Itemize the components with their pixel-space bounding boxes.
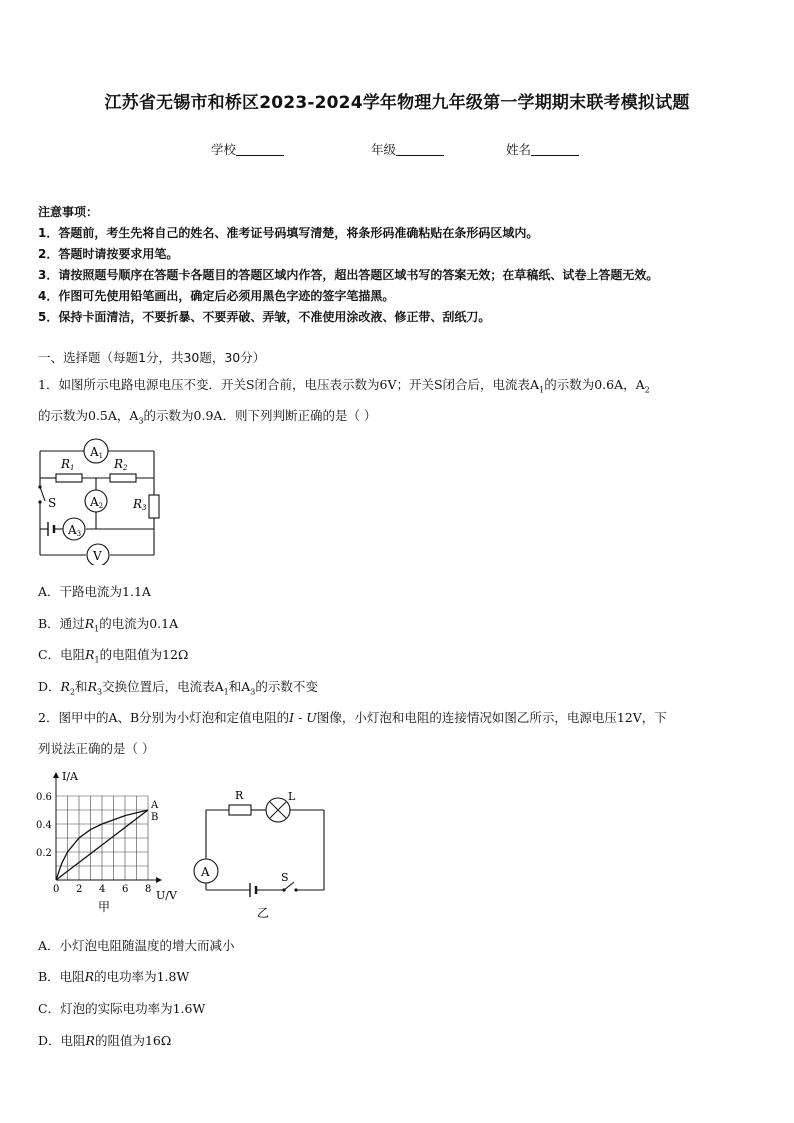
q2-option-b[interactable]: B．电阻R的电功率为1.8W [38, 969, 190, 984]
notice-item: 2．答题时请按要求用笔。 [38, 247, 179, 261]
q1-circuit-diagram [34, 435, 164, 565]
grade-label: 年级 [371, 142, 397, 157]
school-blank[interactable] [236, 143, 284, 156]
y-axis-arrow [53, 772, 59, 778]
switch-label: S [48, 496, 57, 510]
series-A-label: A [151, 800, 159, 811]
notice-item: 5．保持卡面清洁，不要折暴、不要弄破、弄皱，不准使用涂改液、修正带、刮纸刀。 [38, 310, 491, 324]
y-tick-label: 0.2 [36, 848, 52, 859]
lamp-icon [266, 798, 290, 822]
series-B-label: B [151, 812, 159, 823]
chart-xlabel: U/V [156, 889, 177, 902]
r3-resistor [149, 495, 159, 518]
svg-text:A2: A2 [90, 495, 104, 510]
r2-resistor [110, 474, 136, 482]
name-field[interactable] [506, 140, 579, 158]
q1-option-d[interactable]: D．$R_2$和$R_3$交换位置后，电流表$A_1$和$A_3$的示数不变 [38, 679, 318, 697]
section-title: 一、选择题（每题1分，共30题，30分） [38, 350, 266, 365]
notice-item: 4．作图可先使用铅笔画出，确定后必须用黑色字迹的签字笔描黑。 [38, 289, 395, 303]
q1-stem-line2: 的示数为0.5A，$A_3$的示数为0.9A．则下列判断正确的是（ ） [38, 408, 377, 426]
chart-ylabel: I/A [62, 770, 78, 783]
resistor-r [229, 805, 251, 815]
x-axis-arrow [156, 877, 162, 883]
r1-resistor [56, 474, 82, 482]
q2-circuit-diagram [190, 782, 330, 922]
resistor-label: R [235, 789, 244, 802]
q2-stem-line2: 列说法正确的是（ ） [38, 741, 155, 756]
ammeter-a2-icon [85, 490, 107, 512]
x-tick-label: 2 [76, 884, 83, 895]
y-tick-label: 0.4 [36, 820, 52, 831]
svg-text:V: V [93, 549, 102, 563]
x-tick-label: 6 [122, 884, 129, 895]
notice-item: 1．答题前，考生先将自己的姓名、准考证号码填写清楚，将条形码准确粘贴在条形码区域内。 [38, 226, 539, 240]
notice-item: 3．请按照题号顺序在答题卡各题目的答题区域内作答，超出答题区域书写的答案无效；在草稿纸、试卷上答题无效。 [38, 268, 659, 282]
lamp-label: L [288, 790, 296, 803]
ammeter-icon [194, 859, 218, 883]
switch-label: S [281, 871, 289, 884]
ammeter-a3-icon [63, 518, 85, 540]
q1-option-a[interactable]: A．干路电流为1.1A [38, 584, 151, 599]
x-tick-label: 8 [145, 884, 152, 895]
grade-blank[interactable] [396, 143, 444, 156]
school-label: 学校 [211, 142, 237, 157]
x-tick-label: 4 [99, 884, 106, 895]
r1-label: R1 [61, 457, 75, 472]
r2-label: R2 [114, 457, 128, 472]
q1-option-c[interactable]: C．电阻$R_1$的电阻值为12Ω [38, 647, 189, 665]
page-title: 江苏省无锡市和桥区2023-2024学年物理九年级第一学期期末联考模拟试题 [104, 93, 690, 113]
chart-caption: 甲 [98, 900, 111, 914]
ammeter-a1-icon [84, 439, 108, 463]
svg-text:A1: A1 [90, 445, 104, 460]
q2-option-c[interactable]: C．灯泡的实际电功率为1.6W [38, 1001, 206, 1016]
x-tick-label: 0 [53, 884, 60, 895]
q2-stem-line1: 2．图甲中的A、B分别为小灯泡和定值电阻的I - U图像，小灯泡和电阻的连接情况如图乙所示，电源电压12V，下 [38, 710, 667, 725]
voltmeter-icon [87, 544, 109, 565]
q2-option-a[interactable]: A．小灯泡电阻随温度的增大而减小 [38, 938, 235, 953]
q1-stem-line1: 1．如图所示电路电源电压不变．开关S闭合前，电压表示数为6V；开关S闭合后，电流表$A_1$的示数为0.6A，$A_2$ [38, 377, 650, 395]
name-blank[interactable] [531, 143, 579, 156]
svg-text:A3: A3 [68, 523, 82, 538]
grade-field[interactable] [371, 140, 444, 158]
y-tick-label: 0.6 [36, 792, 52, 803]
circuit-caption: 乙 [257, 906, 270, 920]
svg-text:A: A [201, 865, 210, 879]
notice-heading: 注意事项： [38, 205, 99, 219]
q2-option-d[interactable]: D．电阻R的阻值为16Ω [38, 1033, 172, 1048]
iu-chart [34, 768, 184, 916]
school-field[interactable] [211, 140, 284, 158]
r3-label: R3 [133, 497, 147, 512]
name-label: 姓名 [506, 142, 532, 157]
q1-option-b[interactable]: B．通过$R_1$的电流为0.1A [38, 616, 179, 634]
